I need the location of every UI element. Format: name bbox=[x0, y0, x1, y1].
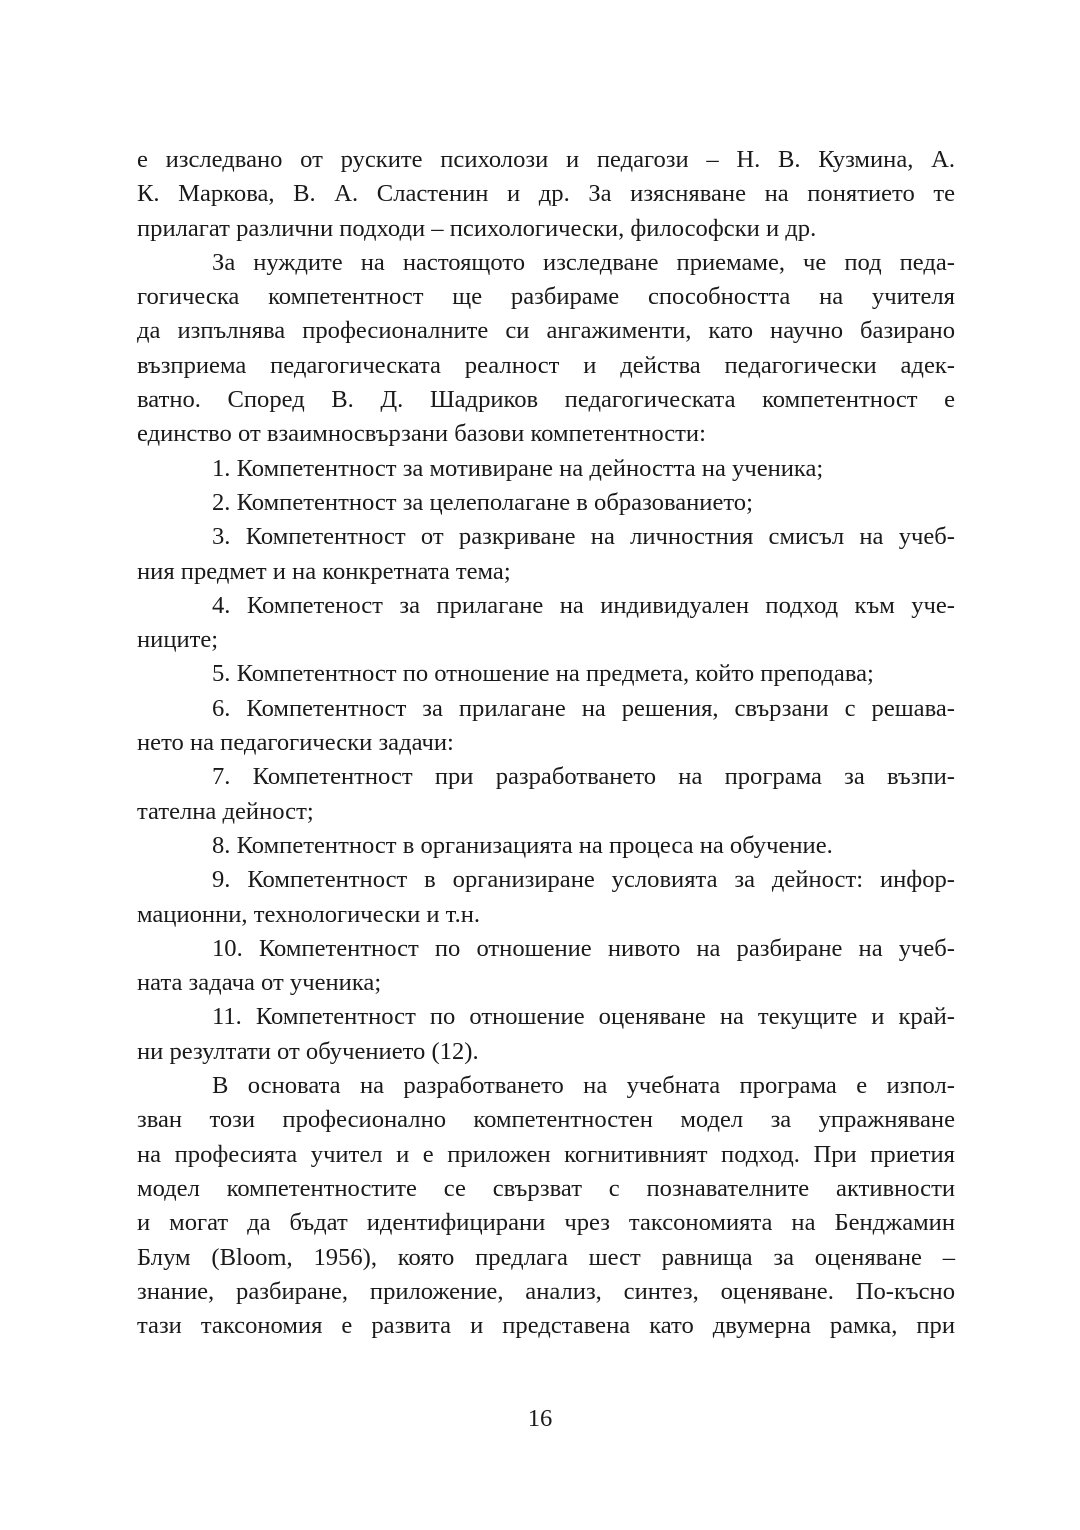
text-line: знание, разбиране, приложение, анализ, синтез, оценяване. По-късно bbox=[137, 1277, 955, 1305]
text-line: зван този професионално компетентностен модел за упражняване bbox=[137, 1106, 955, 1134]
list-item bbox=[137, 486, 955, 520]
text-line: 10. Компетентност по отношение нивото на разбиране на учеб- bbox=[212, 934, 955, 962]
text-line: единство от взаимносвързани базови компетентности: bbox=[137, 420, 706, 448]
text-line: За нуждите на настоящото изследване приемаме, че под педа- bbox=[212, 248, 955, 276]
text-line: ния предмет и на конкретната тема; bbox=[137, 557, 511, 585]
text-line: ната задача от ученика; bbox=[137, 969, 382, 997]
page-body bbox=[137, 143, 955, 1343]
text-line: на професията учител и е приложен когнитивният подход. При приетия bbox=[137, 1140, 955, 1168]
text-line: 1. Компетентност за мотивиране на дейността на ученика; bbox=[212, 454, 824, 482]
text-line: гогическа компетентност ще разбираме способността на учителя bbox=[137, 283, 955, 311]
text-line: е изследвано от руските психолози и педагози – Н. В. Кузмина, А. bbox=[137, 146, 955, 173]
text-line: ни резултати от обучението (12). bbox=[137, 1037, 479, 1065]
list-item bbox=[137, 692, 955, 761]
text-line: прилагат различни подходи – психологически, философски и др. bbox=[137, 214, 817, 242]
list-item bbox=[137, 932, 955, 1001]
text-line: тателна дейност; bbox=[137, 797, 314, 825]
list-item bbox=[137, 760, 955, 829]
text-line: 11. Компетентност по отношение оценяване на текущите и край- bbox=[212, 1003, 955, 1031]
list-item bbox=[137, 520, 955, 589]
list-item bbox=[137, 863, 955, 932]
paragraph bbox=[137, 1069, 955, 1343]
text-line: 3. Компетентност от разкриване на личностния смисъл на учеб- bbox=[212, 523, 955, 551]
list-item bbox=[137, 1000, 955, 1069]
text-line: В основата на разработването на учебната програма е изпол- bbox=[212, 1072, 955, 1100]
text-line: тази таксономия е развита и представена като двумерна рамка, при bbox=[137, 1312, 955, 1340]
text-line: ватно. Според В. Д. Шадриков педагогическата компетентност е bbox=[137, 386, 955, 414]
text-line: нето на педагогически задачи: bbox=[137, 729, 454, 757]
text-line: ниците; bbox=[137, 626, 219, 654]
text-line: възприема педагогическата реалност и действа педагогически адек- bbox=[137, 351, 955, 379]
list-item bbox=[137, 657, 955, 691]
text-line: 8. Компетентност в организацията на процеса на обучение. bbox=[212, 831, 833, 859]
text-line: Блум (Bloom, 1956), която предлага шест равнища за оценяване – bbox=[137, 1243, 955, 1271]
page-number: 16 bbox=[527, 1405, 553, 1432]
paragraph bbox=[137, 143, 955, 246]
text-line: 5. Компетентност по отношение на предмета, който преподава; bbox=[212, 660, 874, 688]
text-line: мационни, технологически и т.н. bbox=[137, 900, 481, 928]
paragraph bbox=[137, 246, 955, 452]
text-line: 2. Компетентност за целеполагане в образованието; bbox=[212, 488, 753, 516]
list-item bbox=[137, 589, 955, 658]
text-line: 7. Компетентност при разработването на програма за възпи- bbox=[212, 763, 955, 791]
list-item bbox=[137, 452, 955, 486]
text-line: 4. Компетеност за прилагане на индивидуален подход към уче- bbox=[212, 591, 955, 619]
text-line: модел компетентностите се свързват с познавателните активности bbox=[137, 1174, 955, 1202]
text-line: 6. Компетентност за прилагане на решения, свързани с решава- bbox=[212, 694, 955, 722]
text-line: да изпълнява професионалните си ангажименти, като научно базирано bbox=[137, 317, 955, 345]
text-line: К. Маркова, В. А. Сластенин и др. За изясняване на понятието те bbox=[137, 180, 955, 208]
text-line: и могат да бъдат идентифицирани чрез таксономията на Бенджамин bbox=[137, 1209, 955, 1237]
text-line: 9. Компетентност в организиране условията за дейност: инфор- bbox=[212, 866, 955, 894]
list-item bbox=[137, 829, 955, 863]
